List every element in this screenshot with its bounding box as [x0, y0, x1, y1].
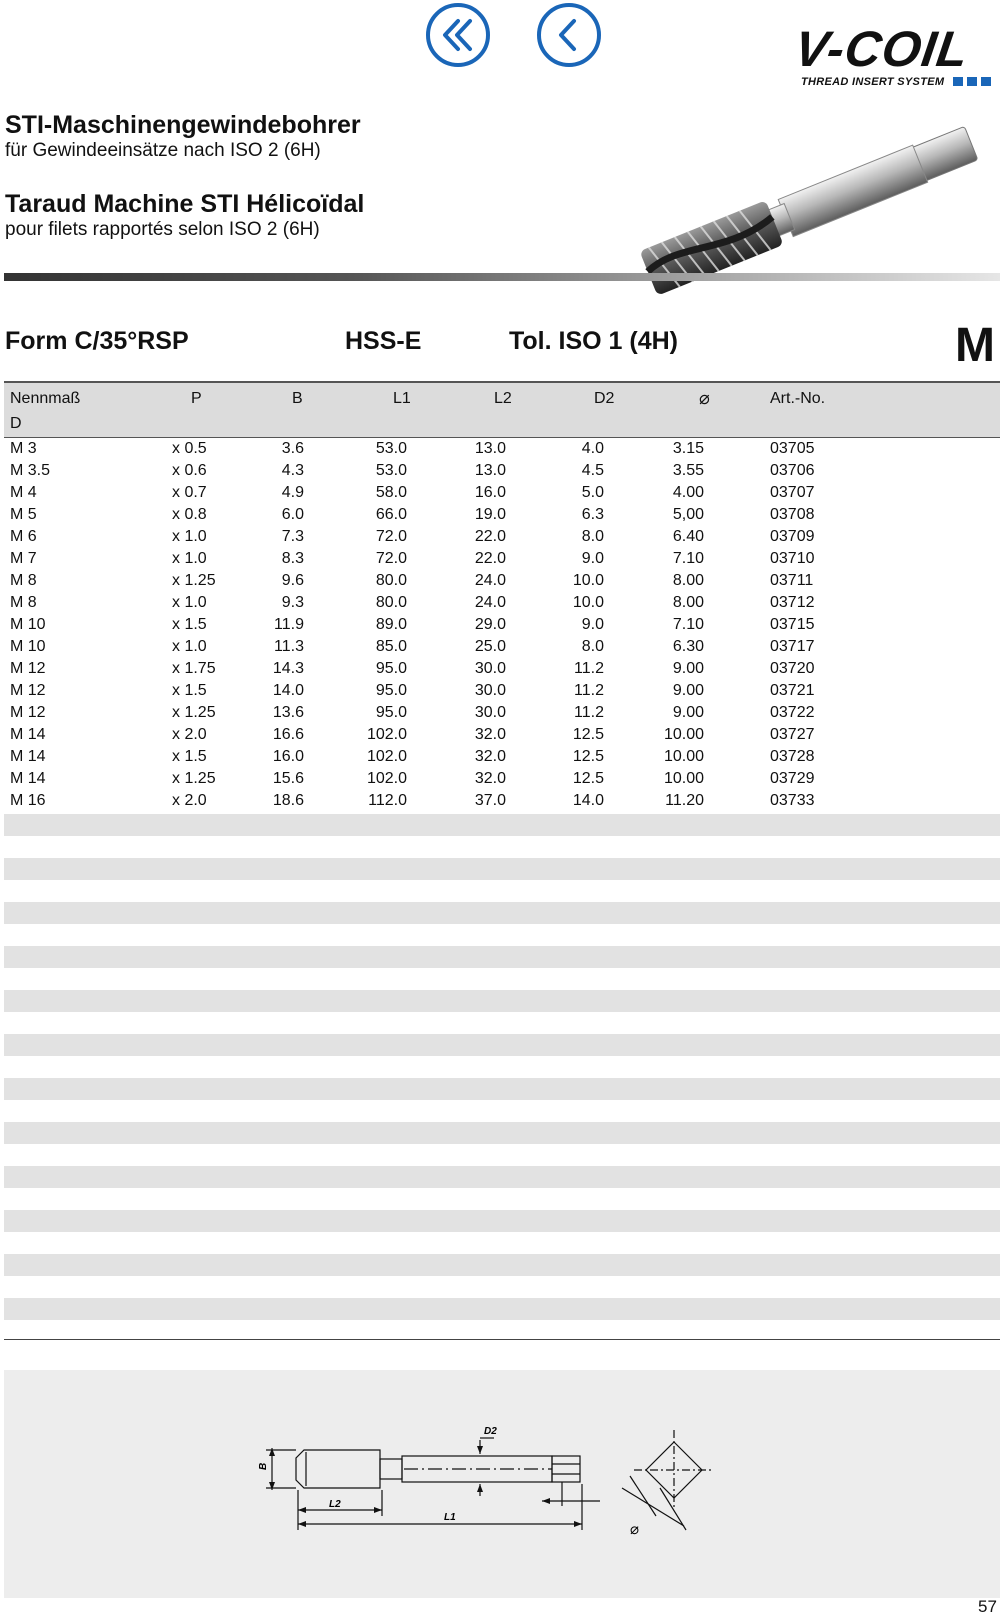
header-nennmass: Nennmaß [10, 390, 81, 407]
cell-l2: 24.0 [474, 594, 506, 611]
cell-d: M 12 [10, 660, 46, 677]
table-row [4, 438, 1000, 460]
cell-p: x 1.0 [172, 594, 207, 611]
cell-p: x 1.0 [172, 638, 207, 655]
cell-d2: 9.0 [581, 550, 604, 567]
cell-art: 03709 [770, 528, 815, 545]
first-page-button[interactable] [426, 3, 490, 67]
cell-l1: 95.0 [375, 682, 407, 699]
cell-l2: 16.0 [474, 484, 506, 501]
logo-squares [953, 77, 991, 86]
cell-l1: 72.0 [375, 528, 407, 545]
cell-l1: 72.0 [375, 550, 407, 567]
cell-l2: 19.0 [474, 506, 506, 523]
cell-b: 7.3 [281, 528, 304, 545]
cell-l1: 58.0 [375, 484, 407, 501]
drawing-label-square: ⌀ [630, 1521, 640, 1538]
cell-b: 9.6 [281, 572, 304, 589]
cell-art: 03712 [770, 594, 815, 611]
cell-d2: 10.0 [572, 594, 604, 611]
empty-row-stripe [4, 1122, 1000, 1144]
cell-l2: 24.0 [474, 572, 506, 589]
empty-row-stripe [4, 1078, 1000, 1100]
cell-b: 14.0 [272, 682, 304, 699]
cell-b: 15.6 [272, 770, 304, 787]
cell-d2: 11.2 [574, 682, 604, 699]
table-row [4, 482, 1000, 504]
cell-l2: 13.0 [474, 440, 506, 457]
cell-d2: 14.0 [572, 792, 604, 809]
cell-b: 18.6 [272, 792, 304, 809]
table-row [4, 658, 1000, 680]
table-row [4, 790, 1000, 812]
cell-sq: 9.00 [672, 704, 704, 721]
cell-art: 03733 [770, 792, 815, 809]
cell-art: 03727 [770, 726, 815, 743]
header-d2: D2 [594, 390, 615, 407]
cell-d: M 8 [10, 572, 37, 589]
cell-sq: 8.00 [672, 572, 704, 589]
cell-d2: 11.2 [574, 704, 604, 721]
cell-l1: 53.0 [375, 440, 407, 457]
cell-d: M 10 [10, 638, 46, 655]
header-p: P [191, 390, 202, 407]
cell-b: 11.9 [274, 616, 304, 633]
table-row [4, 592, 1000, 614]
cell-b: 9.3 [281, 594, 304, 611]
header-l2: L2 [494, 390, 512, 407]
cell-p: x 1.0 [172, 550, 207, 567]
cell-p: x 1.5 [172, 682, 207, 699]
cell-p: x 1.25 [172, 704, 216, 721]
cell-l2: 13.0 [474, 462, 506, 479]
tap-dimension-drawing [4, 1370, 1000, 1598]
cell-d2: 5.0 [581, 484, 604, 501]
cell-l1: 80.0 [375, 572, 407, 589]
cell-l2: 25.0 [474, 638, 506, 655]
cell-l2: 22.0 [474, 528, 506, 545]
cell-sq: 5,00 [672, 506, 704, 523]
cell-art: 03720 [770, 660, 815, 677]
table-row [4, 680, 1000, 702]
table-body [4, 438, 1000, 812]
logo-sub-text: THREAD INSERT SYSTEM [801, 76, 945, 88]
cell-p: x 2.0 [172, 726, 207, 743]
cell-l2: 30.0 [474, 704, 506, 721]
cell-d2: 8.0 [581, 638, 604, 655]
header-gradient-bar [4, 273, 1000, 281]
cell-art: 03715 [770, 616, 815, 633]
cell-l2: 22.0 [474, 550, 506, 567]
header-art-no: Art.-No. [770, 390, 826, 407]
page-number: 57 [978, 1597, 997, 1616]
cell-sq: 10.00 [663, 770, 704, 787]
cell-p: x 0.7 [172, 484, 207, 501]
cell-p: x 0.8 [172, 506, 207, 523]
cell-d2: 10.0 [572, 572, 604, 589]
cell-sq: 11.20 [665, 792, 704, 809]
table-row [4, 504, 1000, 526]
table-row [4, 614, 1000, 636]
cell-p: x 1.25 [172, 770, 216, 787]
cell-b: 11.3 [274, 638, 304, 655]
cell-d: M 16 [10, 792, 46, 809]
cell-art: 03711 [770, 572, 814, 589]
cell-art: 03710 [770, 550, 815, 567]
table-row [4, 460, 1000, 482]
cell-sq: 7.10 [672, 550, 704, 567]
cell-art: 03722 [770, 704, 815, 721]
empty-row-stripe [4, 814, 1000, 836]
cell-art: 03706 [770, 462, 815, 479]
cell-art: 03708 [770, 506, 815, 523]
form-spec: Form C/35°RSP [5, 327, 189, 355]
cell-sq: 10.00 [663, 726, 704, 743]
cell-d: M 12 [10, 704, 46, 721]
cell-l1: 89.0 [375, 616, 407, 633]
cell-d: M 14 [10, 748, 46, 765]
cell-d2: 12.5 [572, 770, 604, 787]
cell-art: 03721 [770, 682, 815, 699]
drawing-label-b: B [258, 1462, 269, 1470]
cell-p: x 2.0 [172, 792, 207, 809]
cell-sq: 6.40 [672, 528, 704, 545]
section-letter: M [955, 319, 995, 372]
cell-sq: 6.30 [672, 638, 704, 655]
cell-b: 16.6 [272, 726, 304, 743]
cell-b: 16.0 [272, 748, 304, 765]
cell-sq: 3.15 [672, 440, 704, 457]
cell-l1: 95.0 [375, 704, 407, 721]
subtitle-fr: pour filets rapportés selon ISO 2 (6H) [5, 219, 320, 240]
header-d: D [10, 415, 22, 432]
cell-b: 3.6 [281, 440, 304, 457]
cell-sq: 9.00 [672, 660, 704, 677]
double-chevron-left-icon [438, 15, 478, 55]
header-l1: L1 [393, 390, 411, 407]
cell-l1: 80.0 [375, 594, 407, 611]
cell-art: 03728 [770, 748, 815, 765]
header-square-diameter: ⌀ [699, 388, 710, 408]
drawing-label-l1: L1 [444, 1512, 456, 1523]
cell-d2: 8.0 [581, 528, 604, 545]
cell-l1: 102.0 [366, 770, 407, 787]
cell-p: x 0.6 [172, 462, 207, 479]
cell-p: x 1.75 [172, 660, 216, 677]
empty-row-stripe [4, 1210, 1000, 1232]
cell-art: 03717 [770, 638, 815, 655]
cell-sq: 7.10 [672, 616, 704, 633]
cell-d: M 7 [10, 550, 37, 567]
cell-l1: 66.0 [375, 506, 407, 523]
empty-row-stripe [4, 1254, 1000, 1276]
drawing-label-l2: L2 [329, 1499, 341, 1510]
header-b: B [292, 390, 303, 407]
cell-d: M 8 [10, 594, 37, 611]
cell-b: 8.3 [281, 550, 304, 567]
subtitle-de: für Gewindeeinsätze nach ISO 2 (6H) [5, 140, 321, 161]
cell-d: M 3.5 [10, 462, 51, 479]
table-row [4, 702, 1000, 724]
table-row [4, 636, 1000, 658]
tolerance-spec: Tol. ISO 1 (4H) [509, 327, 678, 355]
table-row [4, 526, 1000, 548]
empty-row-stripe [4, 902, 1000, 924]
back-button[interactable] [537, 3, 601, 67]
cell-p: x 1.25 [172, 572, 216, 589]
cell-p: x 1.5 [172, 748, 207, 765]
cell-l2: 30.0 [474, 660, 506, 677]
empty-row-stripe [4, 1298, 1000, 1320]
cell-p: x 1.5 [172, 616, 207, 633]
cell-d2: 12.5 [572, 726, 604, 743]
chevron-left-icon [549, 15, 589, 55]
empty-row-stripe [4, 946, 1000, 968]
cell-l2: 30.0 [474, 682, 506, 699]
cell-b: 4.9 [281, 484, 304, 501]
cell-p: x 1.0 [172, 528, 207, 545]
table-bottom-rule [4, 1339, 1000, 1340]
empty-row-stripe [4, 990, 1000, 1012]
table-row [4, 746, 1000, 768]
cell-l2: 37.0 [474, 792, 506, 809]
cell-d2: 11.2 [574, 660, 604, 677]
cell-b: 13.6 [272, 704, 304, 721]
cell-d2: 9.0 [581, 616, 604, 633]
cell-sq: 3.55 [672, 462, 704, 479]
logo-main-text: V-COIL [791, 21, 973, 77]
cell-b: 14.3 [272, 660, 304, 677]
cell-l2: 32.0 [474, 770, 506, 787]
table-row [4, 724, 1000, 746]
title-de: STI-Maschinengewindebohrer [5, 111, 361, 139]
material-spec: HSS-E [345, 327, 422, 355]
cell-d: M 14 [10, 770, 46, 787]
cell-d: M 3 [10, 440, 37, 457]
cell-sq: 10.00 [663, 748, 704, 765]
cell-l1: 102.0 [366, 748, 407, 765]
cell-l1: 95.0 [375, 660, 407, 677]
cell-l1: 85.0 [375, 638, 407, 655]
cell-sq: 4.00 [672, 484, 704, 501]
table-row [4, 548, 1000, 570]
technical-drawing-panel [4, 1370, 1000, 1598]
cell-art: 03707 [770, 484, 815, 501]
cell-d2: 4.5 [581, 462, 604, 479]
cell-d: M 5 [10, 506, 37, 523]
vcoil-logo [791, 18, 995, 90]
cell-sq: 9.00 [672, 682, 704, 699]
table-row [4, 570, 1000, 592]
cell-art: 03705 [770, 440, 815, 457]
title-fr: Taraud Machine STI Hélicoïdal [5, 190, 365, 218]
cell-d2: 12.5 [572, 748, 604, 765]
cell-l1: 112.0 [368, 792, 407, 809]
cell-p: x 0.5 [172, 440, 207, 457]
cell-d2: 6.3 [581, 506, 604, 523]
empty-row-stripe [4, 1166, 1000, 1188]
cell-l1: 53.0 [375, 462, 407, 479]
cell-l2: 29.0 [474, 616, 506, 633]
drawing-label-d2: D2 [484, 1426, 497, 1437]
cell-b: 6.0 [281, 506, 304, 523]
cell-l2: 32.0 [474, 726, 506, 743]
cell-d2: 4.0 [581, 440, 604, 457]
cell-d: M 12 [10, 682, 46, 699]
cell-d: M 6 [10, 528, 37, 545]
table-header [4, 383, 1000, 437]
empty-row-stripe [4, 1034, 1000, 1056]
cell-b: 4.3 [281, 462, 304, 479]
cell-d: M 10 [10, 616, 46, 633]
table-row [4, 768, 1000, 790]
cell-l2: 32.0 [474, 748, 506, 765]
cell-d: M 4 [10, 484, 37, 501]
cell-sq: 8.00 [672, 594, 704, 611]
cell-d: M 14 [10, 726, 46, 743]
cell-art: 03729 [770, 770, 815, 787]
empty-row-stripe [4, 858, 1000, 880]
cell-l1: 102.0 [366, 726, 407, 743]
